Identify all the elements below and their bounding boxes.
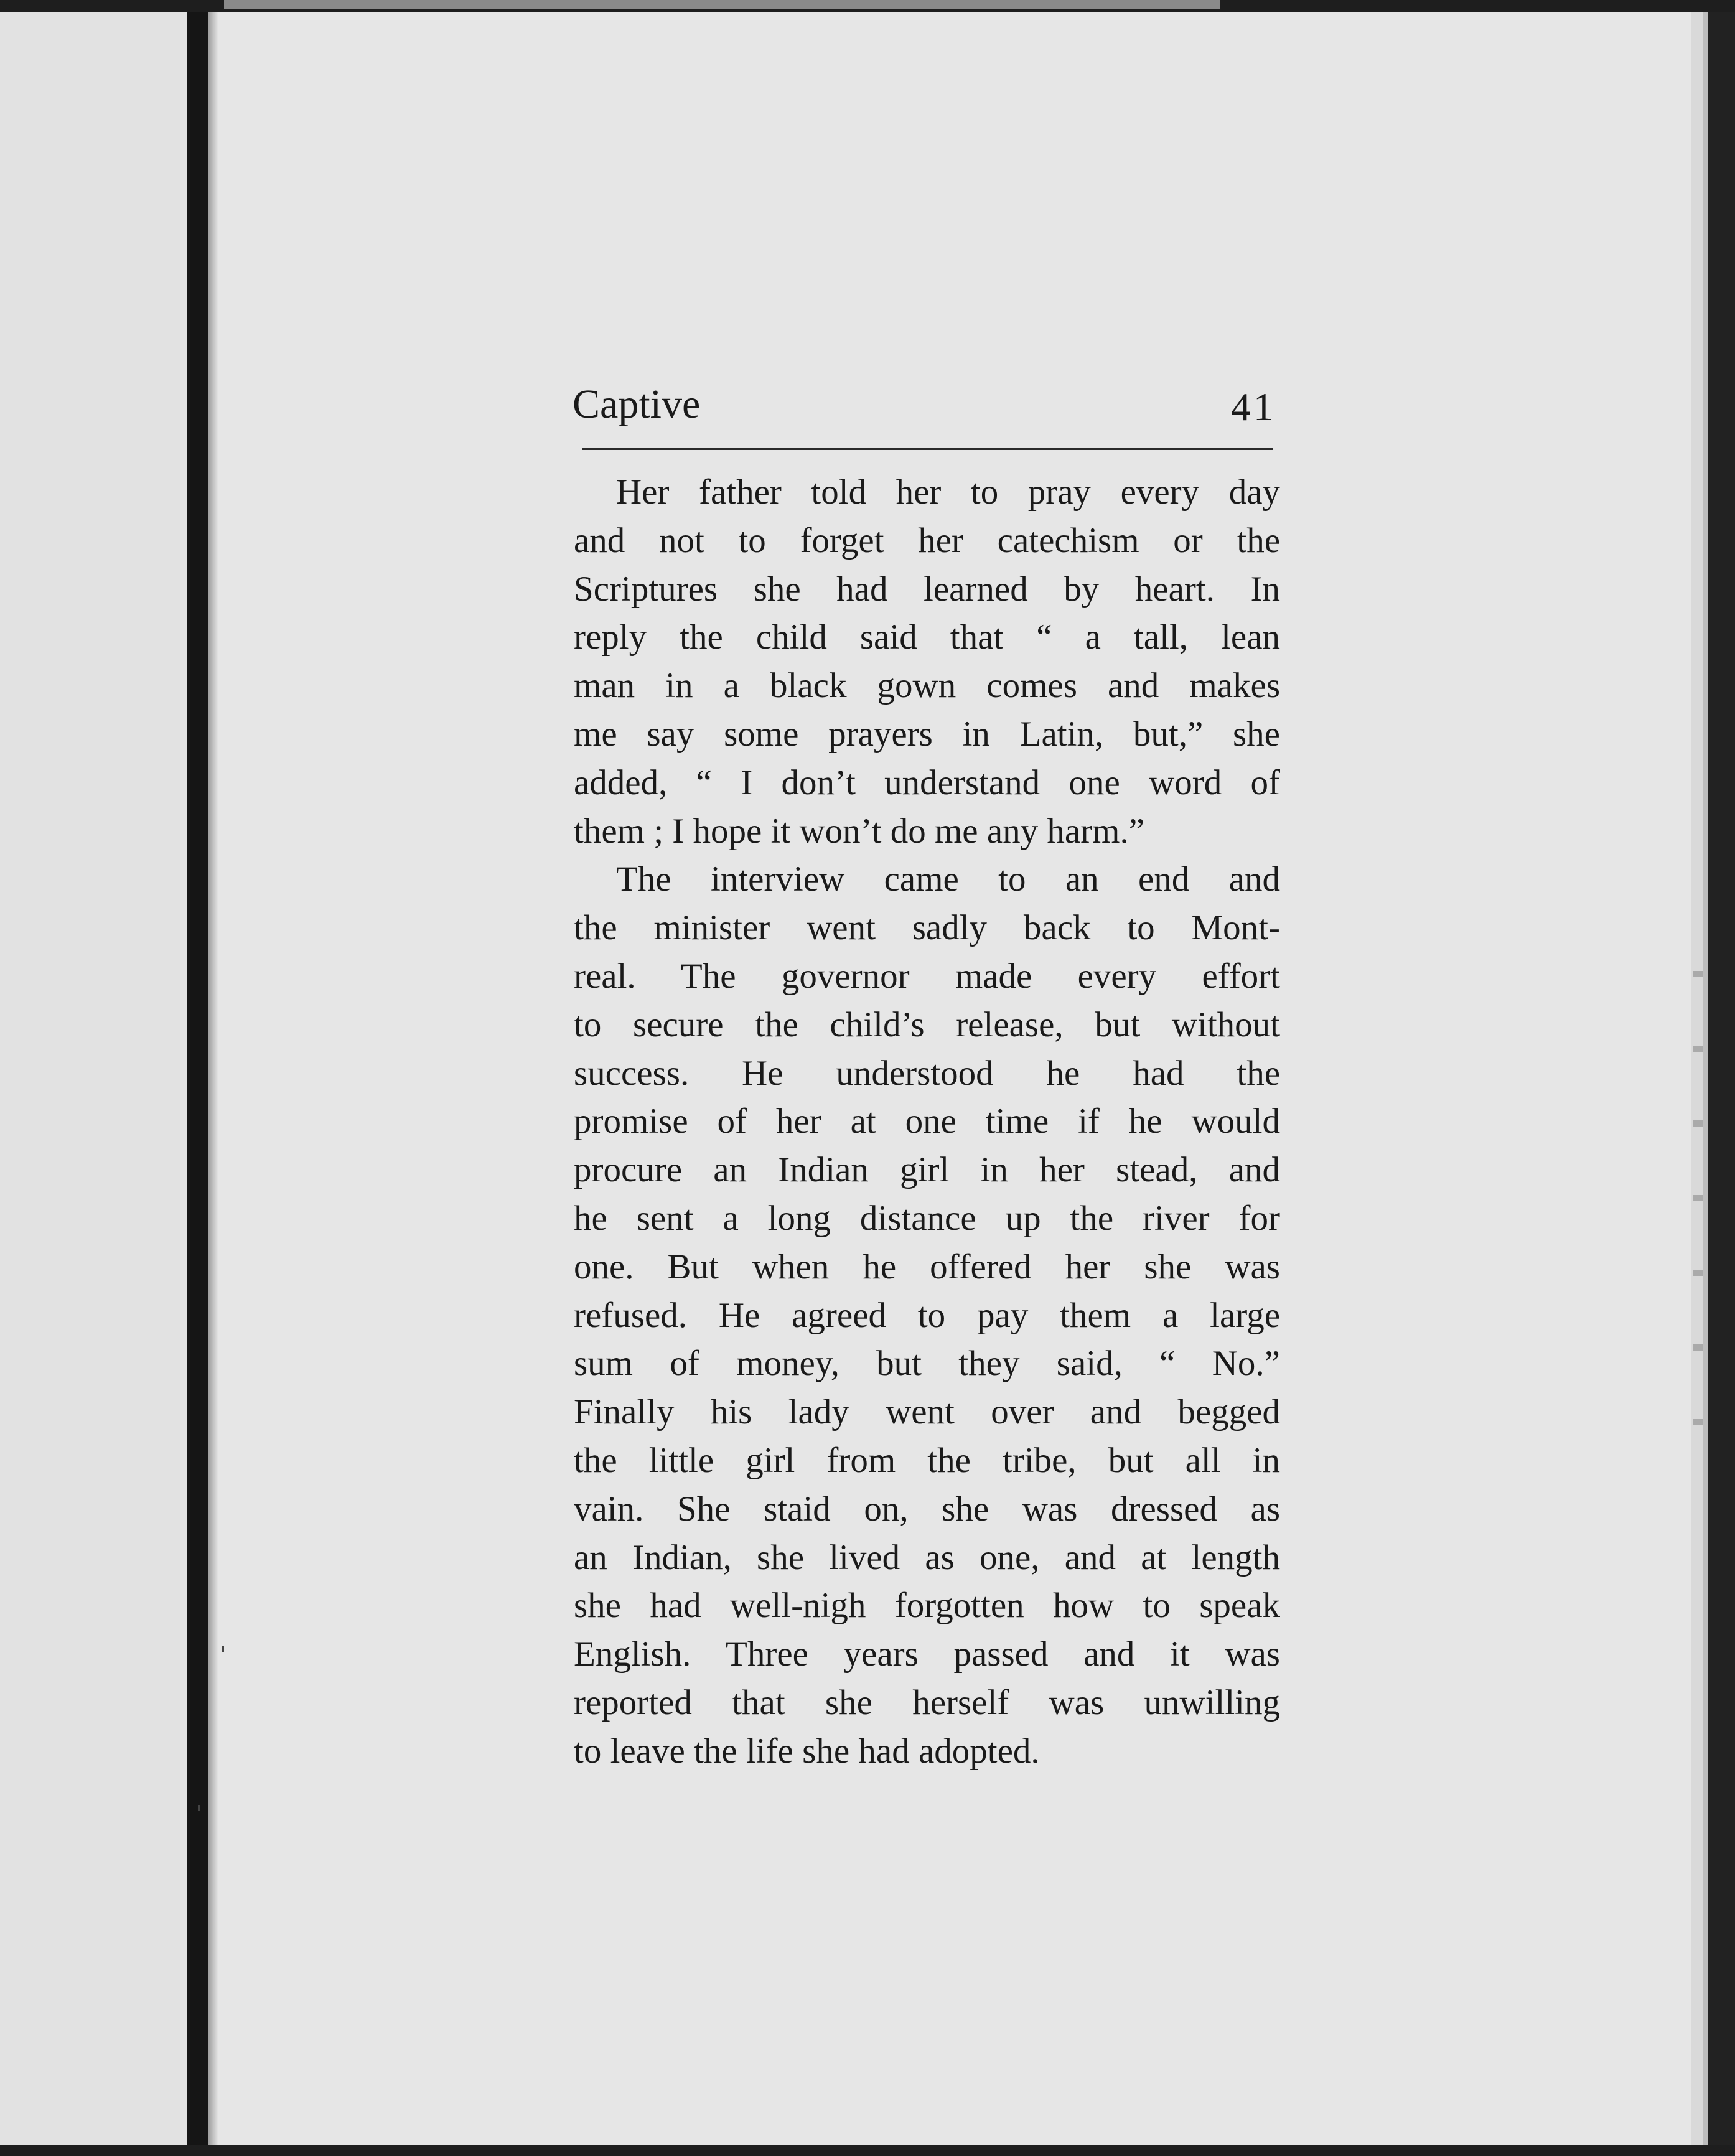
scan-bottom-edge (0, 2145, 1735, 2156)
text-line: to secure the child’s release, but without (574, 1005, 1280, 1044)
text-line: man in a black gown comes and makes (574, 666, 1280, 706)
text-line: The interview came to an end and (616, 860, 1280, 899)
text-line: reported that she herself was unwilling (574, 1682, 1280, 1722)
text-line: he sent a long distance up the river for (574, 1198, 1280, 1238)
stray-mark (198, 1805, 200, 1811)
text-line: reply the child said that “ a tall, lean (574, 617, 1280, 657)
text-line: refused. He agreed to pay them a large (574, 1295, 1280, 1335)
text-line: them ; I hope it won’t do me any harm.” (574, 811, 1145, 851)
text-line: Finally his lady went over and begged (574, 1392, 1280, 1432)
scan-top-edge-highlight (224, 0, 1220, 9)
text-line: English. Three years passed and it was (574, 1634, 1280, 1674)
text-line: and not to forget her catechism or the (574, 520, 1280, 560)
scan-right-edge (1708, 12, 1735, 2145)
text-line: vain. She staid on, she was dressed as (574, 1489, 1280, 1529)
text-line: to leave the life she had adopted. (574, 1731, 1040, 1771)
text-line: sum of money, but they said, “ No.” (574, 1344, 1280, 1384)
right-edge-inner (1703, 12, 1708, 2145)
text-line: the minister went sadly back to Mont- (574, 908, 1280, 948)
text-line: me say some prayers in Latin, but,” she (574, 714, 1280, 754)
page-number: 41 (1231, 385, 1276, 429)
left-page-margin (0, 12, 187, 2145)
text-line: Scriptures she had learned by heart. In (574, 569, 1280, 609)
text-line: an Indian, she lived as one, and at length (574, 1537, 1280, 1577)
body-text (574, 468, 1280, 1788)
page-header (573, 377, 1276, 433)
running-head: Captive (573, 382, 701, 427)
text-line: real. The governor made every effort (574, 956, 1280, 996)
header-rule (582, 448, 1273, 450)
text-line: the little girl from the tribe, but all in (574, 1440, 1280, 1480)
text-line: added, “ I don’t understand one word of (574, 762, 1280, 802)
text-line: success. He understood he had the (574, 1053, 1280, 1093)
text-line: one. But when he offered her she was (574, 1247, 1280, 1287)
text-line: procure an Indian girl in her stead, and (574, 1150, 1280, 1190)
spine-shadow (208, 12, 218, 2145)
text-line: Her father told her to pray every day (616, 472, 1280, 512)
stray-mark (222, 1646, 224, 1652)
book-spine (187, 12, 208, 2145)
text-line: promise of her at one time if he would (574, 1102, 1280, 1141)
text-line: she had well-nigh forgotten how to speak (574, 1586, 1280, 1626)
